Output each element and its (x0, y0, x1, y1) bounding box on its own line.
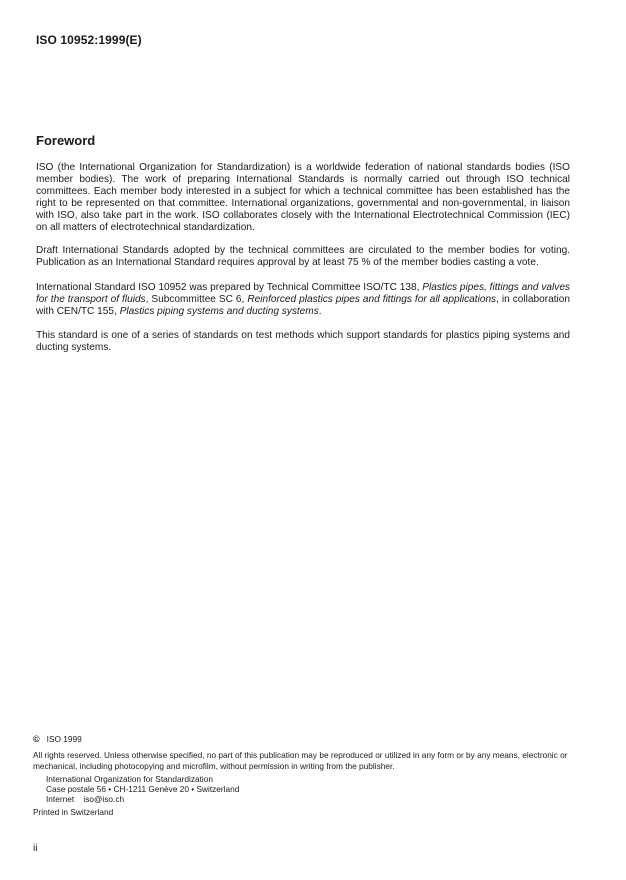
copyright-footer (33, 734, 593, 818)
copyright-line (33, 734, 593, 744)
paragraph-text: ISO (the International Organization for Standardization) is a worldwide federation of national standards bodies (ISO member bodies). The work of preparing International Standards is normally carried out through ISO technical committees. Each member body interested in a subject for which a technical committee has been established has the right to be represented on that committee. International organizations, governmental and non-governmental, in liaison with ISO, also take part in the work. ISO collaborates closely with the International Electrotechnical Commission (IEC) on all matters of electrotechnical standardization. (36, 162, 570, 233)
postal-address: Case postale 56 • CH-1211 Genève 20 • Switzerland (46, 784, 240, 795)
copyright-year: ISO 1999 (46, 734, 82, 744)
internet-label: Internet (46, 794, 75, 805)
publisher-address (46, 774, 593, 804)
text-span: , Subcommittee SC 6, (145, 293, 248, 305)
document-id: ISO 10952:1999(E) (36, 33, 142, 47)
foreword-paragraph-4 (36, 330, 570, 354)
printed-location: Printed in Switzerland (33, 807, 114, 818)
text-span: . (318, 305, 322, 317)
foreword-paragraph-1 (36, 162, 570, 233)
foreword-paragraph-2 (36, 245, 570, 269)
rights-notice: All rights reserved. Unless otherwise specified, no part of this publication may be reproduced or utilized in any form or by any means, electronic or mechanical, including photocopying and microfilm, without permission in writing from the publisher. (33, 750, 568, 771)
paragraph-text: Draft International Standards adopted by the technical committees are circulated to the member bodies for voting. Publication as an International Standard requires approval by at least 75 % of the member bodies casting a vote. (36, 245, 570, 268)
page-number: ii (33, 843, 38, 854)
publisher-name: International Organization for Standardization (46, 774, 213, 785)
copyright-icon: © (33, 734, 40, 744)
text-span: International Standard ISO 10952 was prepared by Technical Committee ISO/TC 138, (36, 282, 423, 293)
foreword-paragraph-3 (36, 282, 570, 318)
text-span: , in collaboration with CEN/TC 155, (36, 293, 570, 317)
committee-title: Plastics pipes, fittings and valves for the transport of fluids (36, 282, 570, 305)
cen-committee-title: Plastics piping systems and ducting systems (119, 305, 319, 317)
subcommittee-title: Reinforced plastics pipes and fittings for all applications (247, 293, 497, 305)
email-link[interactable]: iso@iso.ch (83, 794, 125, 805)
foreword-heading: Foreword (36, 133, 96, 148)
paragraph-text: This standard is one of a series of standards on test methods which support standards for plastics piping systems and ducting systems. (36, 330, 570, 353)
internet-line (46, 794, 593, 804)
paragraph-text (36, 282, 570, 318)
